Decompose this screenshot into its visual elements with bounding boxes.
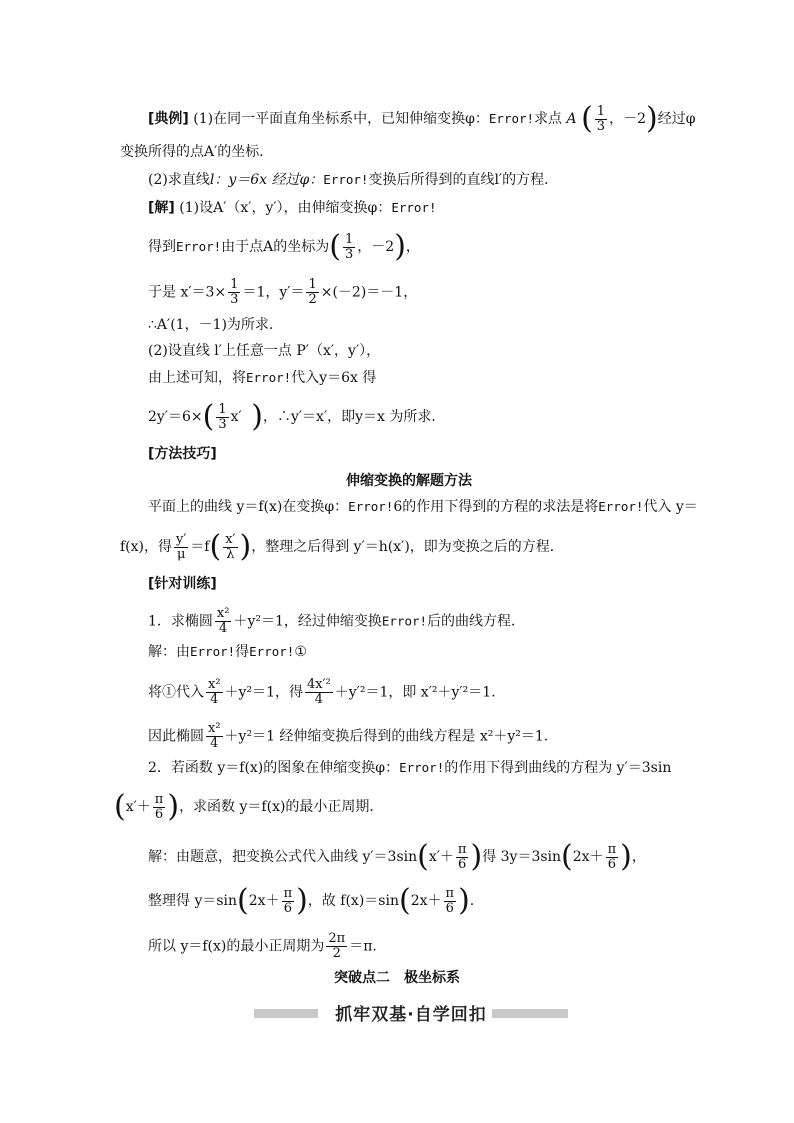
training-q1: 1．求椭圆 $\frac{\text{x²}}{4}$ ＋y²＝1，经过伸缩变换Error!后的曲线方程． bbox=[148, 606, 526, 636]
banner-text: 抓牢双基·自学回扣 bbox=[335, 1005, 487, 1025]
solution-tag: [解] bbox=[148, 200, 175, 216]
training-a2-line-3: 所以 y＝f(x)的最小正周期为 $\frac{2\pi}{2}$ ＝π. bbox=[148, 931, 377, 961]
training-a2-line-1: 解：由题意，把变换公式代入曲线 y′＝3sin(x′＋ $\frac{\pi}{6}$ )得 3y＝3sin(2x＋ $\frac{\pi}{6}$ )， bbox=[148, 839, 646, 874]
training-a1-line-1: 解：由Error!得Error!① bbox=[148, 644, 307, 660]
solution-line-4: ∴A′(1，－1)为所求． bbox=[148, 317, 283, 333]
example-line-2: 变换所得的点A′的坐标． bbox=[120, 144, 274, 160]
training-a1-line-2: 将①代入 $\frac{\text{x²}}{4}$ ＋y²＝1，得 $\frac{\text{4x′²}}{4}$ ＋y′²＝1，即 x′²＋y′²＝1. bbox=[148, 677, 496, 707]
training-q2-line-2: (x′＋ $\frac{\pi}{6}$ )，求函数 y＝f(x)的最小正周期． bbox=[114, 789, 384, 824]
training-a2-line-2: 整理得 y＝sin(2x＋ $\frac{\pi}{6}$ )，故 f(x)＝sin(2x＋ $\frac{\pi}{6}$ ). bbox=[148, 883, 475, 918]
example-line-3: (2)求直线l：y＝6x 经过φ：Error!变换后所得到的直线l′的方程． bbox=[148, 172, 559, 188]
banner-bar-right bbox=[492, 1009, 568, 1018]
training-tag: [针对训练] bbox=[148, 576, 217, 592]
training-a1-line-3: 因此椭圆 $\frac{\text{x²}}{4}$ ＋y²＝1 经伸缩变换后得到的曲线方程是 x²＋y²＝1. bbox=[148, 721, 549, 751]
example-line-1: [典例] (1)在同一平面直角坐标系中，已知伸缩变换φ：Error!求点 A ( $\frac{1}{3}$ ，－2)经过φ bbox=[148, 101, 696, 136]
method-line-2: f(x)，得 $\frac{y'}{\mu}$ ＝f( $\frac{x'}{\lambda}$ )，整理之后得到 y′＝h(x′)，即为变换之后的方程． bbox=[120, 529, 564, 564]
solution-line-5: (2)设直线 l′上任意一点 P′（x′，y′）， bbox=[148, 343, 381, 359]
banner-bar-left bbox=[254, 1009, 318, 1018]
solution-line-3: 于是 x′＝3× $\frac{1}{3}$ ＝1，y′＝ $\frac{1}{2}$ ×(－2)＝－1， bbox=[148, 277, 418, 307]
method-line-1: 平面上的曲线 y＝f(x)在变换φ：Error!6的作用下得到的方程的求法是将Error!代入 y＝ bbox=[148, 499, 698, 515]
example-tag: [典例] bbox=[148, 111, 189, 127]
fraction-one-third: $\frac{1}{3}$ bbox=[596, 103, 606, 134]
solution-line-1: [解] (1)设A′（x′，y′），由伸缩变换φ：Error! bbox=[148, 200, 437, 216]
solution-line-2: 得到Error!由于点A的坐标为( $\frac{1}{3}$ ，－2)， bbox=[148, 229, 420, 264]
method-title: 伸缩变换的解题方法 bbox=[346, 473, 472, 489]
method-tag: [方法技巧] bbox=[148, 446, 217, 462]
solution-line-7: 2y′＝6×( $\frac{1}{3}$ x′ )，∴y′＝x′，即y＝x 为所求． bbox=[148, 399, 446, 434]
section-heading: 突破点二 极坐标系 bbox=[334, 970, 460, 986]
training-q2-line-1: 2．若函数 y＝f(x)的图象在伸缩变换φ：Error!的作用下得到曲线的方程为 y′＝3sin bbox=[148, 760, 672, 776]
solution-line-6: 由上述可知，将Error!代入y＝6x 得 bbox=[148, 370, 377, 386]
section-banner bbox=[254, 1000, 568, 1026]
